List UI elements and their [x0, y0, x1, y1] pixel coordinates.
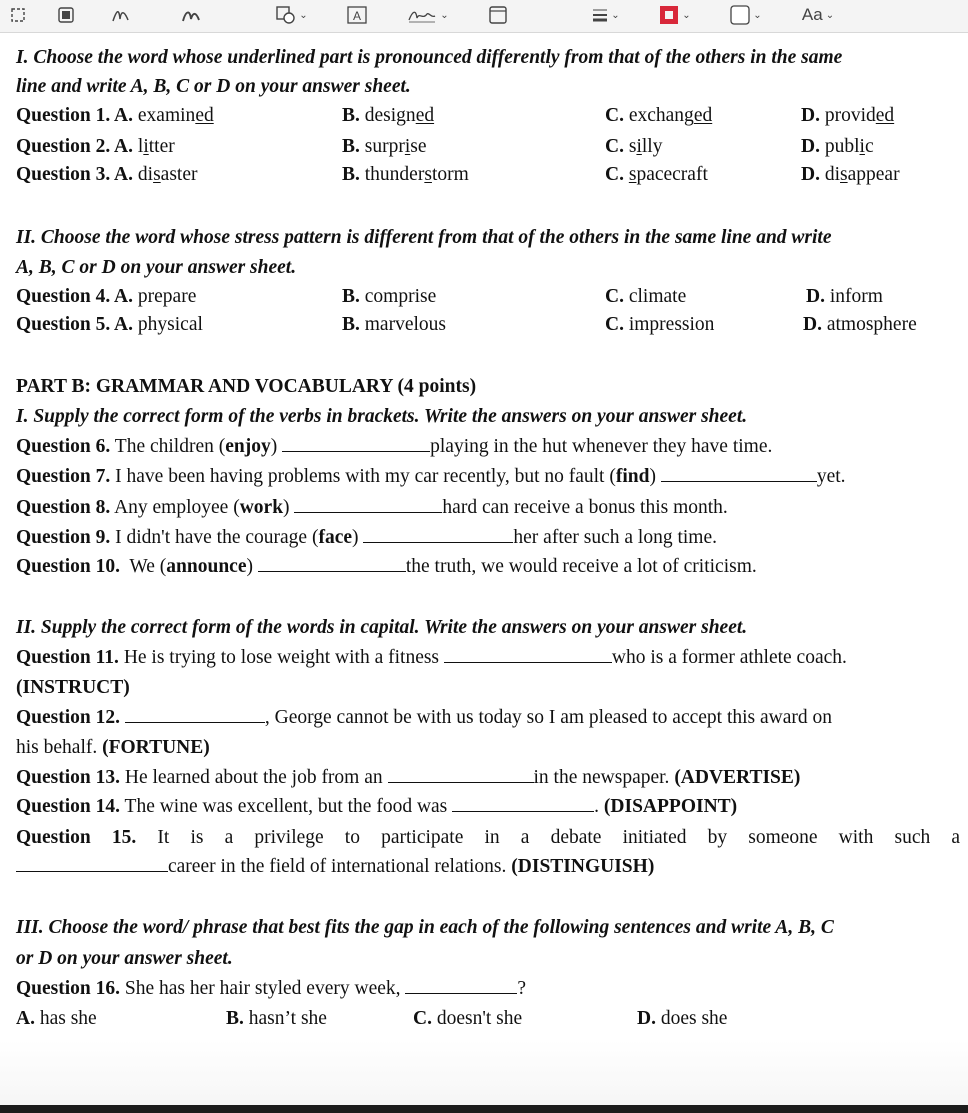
draw-icon[interactable]	[178, 4, 204, 26]
text-style-icon: Aa	[801, 5, 823, 24]
answer-blank[interactable]	[661, 465, 817, 482]
section-i-heading-line1: I. Choose the word whose underlined part is pronounced differently from that of the others in the same	[16, 47, 843, 68]
chevron-down-icon: ⌄	[611, 9, 620, 21]
part-b-title: PART B: GRAMMAR AND VOCABULARY (4 points)	[16, 376, 477, 397]
section-ii-heading-line2: A, B, C or D on your answer sheet.	[16, 257, 297, 278]
question-8: Question 8. Any employee (work) hard can receive a bonus this month.	[16, 497, 728, 518]
answer-blank[interactable]	[444, 646, 612, 663]
question-16: Question 16. She has her hair styled every week, ?	[16, 978, 527, 999]
answer-blank[interactable]	[282, 435, 430, 452]
answer-blank[interactable]	[405, 977, 517, 994]
part-b-iii-heading-line1: III. Choose the word/ phrase that best fits the gap in each of the following sentences and write A, B, C	[16, 917, 834, 938]
chevron-down-icon: ⌄	[440, 9, 449, 21]
answer-blank[interactable]	[388, 766, 534, 783]
question-11: Question 11. He is trying to lose weight with a fitness who is a former athlete coach.	[16, 647, 847, 668]
section-i-heading-line2: line and write A, B, C or D on your answer sheet.	[16, 76, 411, 97]
border-color-icon[interactable]	[654, 4, 696, 26]
question-label: Question 1. A.	[16, 105, 134, 126]
select-fill-icon[interactable]	[54, 4, 78, 26]
part-b-i-heading: I. Supply the correct form of the verbs in brackets. Write the answers on your answer sheet.	[16, 406, 748, 427]
chevron-down-icon: ⌄	[753, 9, 762, 21]
answer-blank[interactable]	[258, 555, 406, 572]
line-style-icon[interactable]	[586, 4, 626, 26]
select-rect-icon[interactable]	[6, 4, 30, 26]
question-12-line2: his behalf. (FORTUNE)	[16, 737, 210, 758]
window-bottom-edge	[0, 1105, 968, 1113]
answer-blank[interactable]	[294, 496, 442, 513]
answer-blank[interactable]	[452, 795, 594, 812]
section-ii-heading-line1: II. Choose the word whose stress pattern is different from that of the others in the same line and write	[16, 227, 832, 248]
markup-toolbar	[0, 0, 968, 33]
question-6: Question 6. The children (enjoy) playing in the hut whenever they have time.	[16, 436, 773, 457]
note-icon[interactable]	[486, 4, 510, 26]
sketch-icon[interactable]	[108, 4, 134, 26]
question-9: Question 9. I didn't have the courage (face) her after such a long time.	[16, 527, 717, 548]
question-15: Question 15. It is a privilege to participate in a debate initiated by someone with such a	[16, 827, 961, 848]
question-15-line2: career in the field of international relations. (DISTINGUISH)	[16, 855, 654, 879]
answer-blank[interactable]	[16, 855, 168, 872]
answer-blank[interactable]	[125, 706, 265, 723]
question-12: Question 12. , George cannot be with us today so I am pleased to accept this award on	[16, 707, 833, 728]
question-label: Question 2. A.	[16, 136, 134, 157]
answer-blank[interactable]	[363, 526, 513, 543]
chevron-down-icon: ⌄	[825, 9, 835, 21]
text-icon[interactable]	[344, 4, 370, 26]
sign-icon[interactable]	[404, 4, 452, 26]
question-label: Question 3. A.	[16, 164, 134, 185]
part-b-ii-heading: II. Supply the correct form of the words in capital. Write the answers on your answer sheet.	[16, 617, 748, 638]
shapes-icon[interactable]	[270, 4, 314, 26]
text-style-button[interactable]	[796, 4, 840, 26]
fill-color-icon[interactable]	[724, 4, 768, 26]
chevron-down-icon: ⌄	[682, 9, 691, 21]
chevron-down-icon: ⌄	[299, 9, 308, 21]
part-b-iii-heading-line2: or D on your answer sheet.	[16, 948, 233, 969]
question-11-cue: (INSTRUCT)	[16, 677, 130, 698]
question-7: Question 7. I have been having problems with my car recently, but no fault (find) yet.	[16, 466, 846, 487]
page-bottom-margin	[0, 1040, 968, 1105]
question-10: Question 10. We (announce) the truth, we would receive a lot of criticism.	[16, 556, 757, 577]
svg-text:A: A	[353, 9, 362, 23]
question-13: Question 13. He learned about the job from an in the newspaper. (ADVERTISE)	[16, 767, 801, 788]
question-14: Question 14. The wine was excellent, but the food was . (DISAPPOINT)	[16, 796, 738, 817]
